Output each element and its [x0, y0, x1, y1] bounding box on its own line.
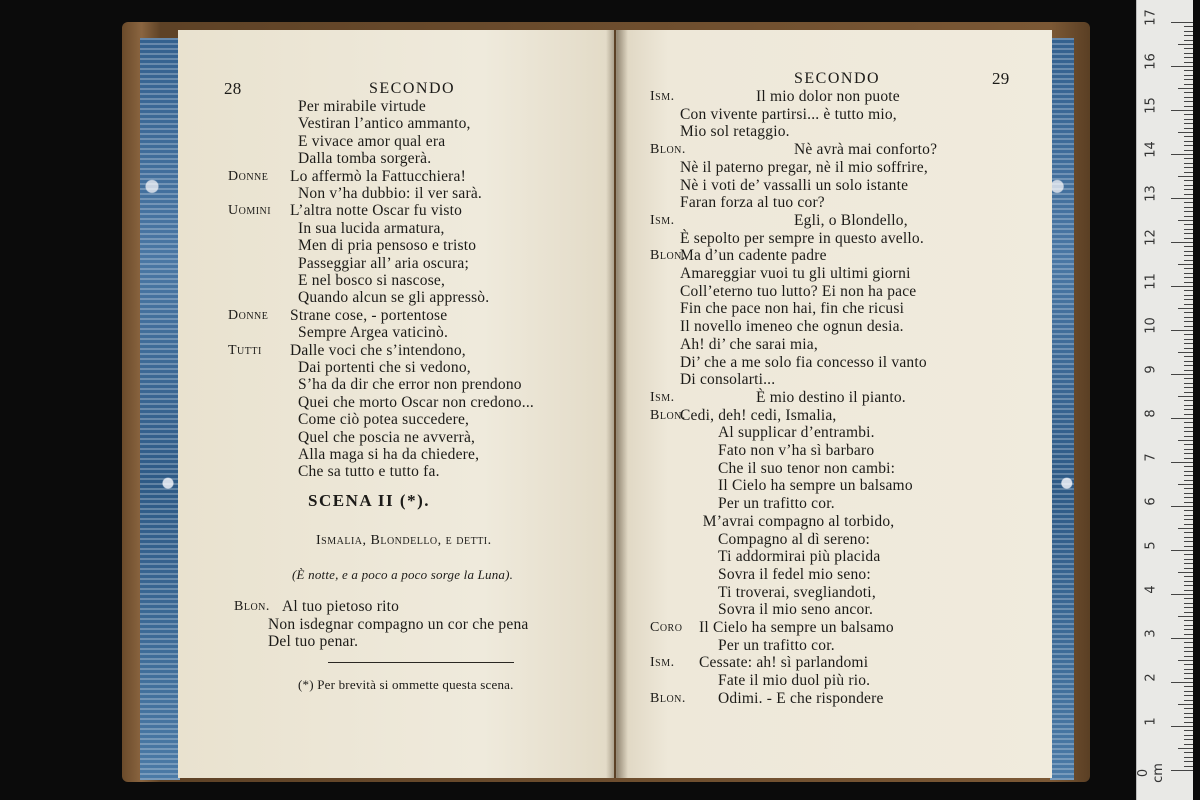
ruler-tick [1171, 682, 1193, 683]
ruler-tick [1184, 647, 1193, 648]
ruler-tick [1184, 427, 1193, 428]
ruler-tick [1184, 123, 1193, 124]
ruler-label: 13 [1143, 185, 1159, 202]
ruler-tick [1184, 141, 1193, 142]
ruler-tick [1184, 128, 1193, 129]
ruler-label: 2 [1143, 673, 1159, 682]
right-marbled-edge [1050, 38, 1074, 780]
verse-line: Cedi, deh! cedi, Ismalia, [680, 406, 837, 424]
speaker-label: Ism. [650, 212, 675, 228]
speaker-label: Donne [228, 168, 269, 184]
ruler-tick [1184, 559, 1193, 560]
ruler-tick [1171, 22, 1193, 23]
ruler-tick [1184, 642, 1193, 643]
ruler-tick [1184, 686, 1193, 687]
ruler-tick [1184, 35, 1193, 36]
ruler-tick [1171, 770, 1193, 771]
ruler-tick [1184, 708, 1193, 709]
verse-line: Per un trafitto cor. [718, 636, 835, 654]
ruler-tick [1178, 704, 1193, 705]
verse-line: In sua lucida armatura, [298, 219, 445, 237]
ruler-tick [1184, 224, 1193, 225]
ruler-tick [1178, 748, 1193, 749]
speaker-label: Ism. [650, 655, 675, 671]
ruler-label: 6 [1143, 497, 1159, 506]
ruler-label: 0 cm [1136, 763, 1166, 783]
ruler-label: 16 [1143, 53, 1159, 70]
ruler-tick [1184, 167, 1193, 168]
ruler-tick [1184, 185, 1193, 186]
ruler-tick [1184, 229, 1193, 230]
ruler-tick [1184, 576, 1193, 577]
ruler-tick [1184, 409, 1193, 410]
ruler-tick [1184, 317, 1193, 318]
footnote-rule [328, 662, 514, 663]
ruler-tick [1184, 246, 1193, 247]
right-page [616, 30, 1052, 778]
ruler-tick [1184, 449, 1193, 450]
ruler-tick [1184, 295, 1193, 296]
ruler-tick [1184, 669, 1193, 670]
verse-line: Dalle voci che s’intendono, [290, 341, 466, 359]
ruler-tick [1184, 598, 1193, 599]
ruler-tick [1184, 581, 1193, 582]
ruler-label: 8 [1143, 409, 1159, 418]
ruler-tick [1171, 462, 1193, 463]
verse-line: Il mio dolor non puote [756, 88, 900, 105]
ruler-tick [1184, 326, 1193, 327]
speaker-label: Blon. [650, 142, 686, 158]
ruler-tick [1171, 286, 1193, 287]
ruler-tick [1184, 106, 1193, 107]
ruler-tick [1184, 502, 1193, 503]
ruler-tick [1171, 242, 1193, 243]
ruler-tick [1184, 431, 1193, 432]
ruler-tick [1184, 312, 1193, 313]
ruler-tick [1184, 339, 1193, 340]
ruler-tick [1178, 660, 1193, 661]
ruler-tick [1171, 594, 1193, 595]
ruler-tick [1184, 48, 1193, 49]
verse-line: S’ha da dir che error non prendono [298, 376, 522, 394]
ruler-tick [1184, 97, 1193, 98]
ruler-tick [1184, 260, 1193, 261]
verse-line: Compagno al dì sereno: [718, 530, 871, 548]
ruler-tick [1178, 308, 1193, 309]
ruler-tick [1184, 475, 1193, 476]
ruler-label: 7 [1143, 453, 1159, 462]
ruler-tick [1171, 638, 1193, 639]
ruler-tick [1184, 466, 1193, 467]
ruler-tick [1178, 220, 1193, 221]
ruler-tick [1184, 480, 1193, 481]
ruler-tick [1184, 620, 1193, 621]
ruler-tick [1184, 546, 1193, 547]
ruler-tick [1184, 515, 1193, 516]
ruler-label: 3 [1143, 629, 1159, 638]
ruler-label: 17 [1143, 9, 1159, 26]
character-list: Ismalia, Blondello, e detti. [316, 533, 492, 548]
verse-line: Coll’eterno tuo lutto? Ei non ha pace [680, 282, 917, 300]
ruler-tick [1184, 471, 1193, 472]
ruler-tick [1184, 713, 1193, 714]
ruler-tick [1184, 150, 1193, 151]
ruler-tick [1171, 506, 1193, 507]
ruler-tick [1184, 321, 1193, 322]
page-number: 28 [224, 79, 242, 98]
ruler-tick [1184, 519, 1193, 520]
verse-line: Ti addormirai più placida [718, 548, 881, 566]
ruler-tick [1184, 40, 1193, 41]
verse-line: È sepolto per sempre in questo avello. [680, 229, 924, 247]
verse-line: Al supplicar d’entrambi. [718, 424, 875, 442]
ruler-tick [1178, 176, 1193, 177]
ruler-tick [1184, 493, 1193, 494]
verse-line: Al tuo pietoso rito [282, 598, 400, 615]
ruler-tick [1184, 145, 1193, 146]
ruler-tick [1184, 383, 1193, 384]
verse-line: È mio destino il pianto. [756, 388, 906, 406]
ruler-tick [1171, 418, 1193, 419]
verse-line: Nè i voti de’ vassalli un solo istante [680, 176, 909, 194]
ruler-tick [1184, 392, 1193, 393]
ruler-label: 9 [1143, 365, 1159, 374]
ruler-tick [1184, 541, 1193, 542]
scene-heading: SCENA II (*). [308, 491, 430, 510]
ruler-tick [1184, 31, 1193, 32]
ruler-tick [1184, 211, 1193, 212]
ruler-tick [1184, 691, 1193, 692]
ruler-label: 15 [1143, 97, 1159, 114]
ruler-tick [1184, 202, 1193, 203]
speaker-label: Blon. [650, 690, 686, 706]
ruler-tick [1184, 744, 1193, 745]
verse-line: Cessate: ah! sì parlandomi [699, 654, 869, 672]
ruler-tick [1178, 396, 1193, 397]
ruler-tick [1184, 268, 1193, 269]
ruler-tick [1178, 352, 1193, 353]
verse-line: Non v’ha dubbio: il ver sarà. [298, 185, 483, 202]
verse-line: Il Cielo ha sempre un balsamo [718, 477, 913, 495]
verse-line: Alla maga si ha da chiedere, [298, 446, 480, 463]
ruler-tick [1171, 66, 1193, 67]
verse-line: Del tuo penar. [268, 633, 359, 650]
ruler-tick [1184, 62, 1193, 63]
ruler-tick [1184, 537, 1193, 538]
verse-line: Passeggiar all’ aria oscura; [298, 254, 470, 272]
ruler-tick [1171, 330, 1193, 331]
ruler-tick [1184, 735, 1193, 736]
verse-line: Nè avrà mai conforto? [794, 141, 938, 159]
ruler-tick [1184, 356, 1193, 357]
measuring-ruler [1136, 0, 1193, 800]
ruler-tick [1184, 436, 1193, 437]
ruler-tick [1171, 198, 1193, 199]
verse-line: Quei che morto Oscar non credono... [298, 393, 534, 411]
ruler-tick [1184, 612, 1193, 613]
page-number: 29 [992, 69, 1010, 88]
ruler-label: 14 [1143, 141, 1159, 158]
ruler-tick [1184, 233, 1193, 234]
ruler-tick [1184, 695, 1193, 696]
ruler-tick [1184, 92, 1193, 93]
ruler-tick [1171, 154, 1193, 155]
ruler-tick [1184, 282, 1193, 283]
ruler-tick [1184, 57, 1193, 58]
verse-line: Egli, o Blondello, [794, 211, 908, 229]
ruler-tick [1184, 194, 1193, 195]
ruler-tick [1184, 277, 1193, 278]
speaker-label: Tutti [228, 342, 262, 358]
ruler-tick [1184, 387, 1193, 388]
verse-line: Il novello imeneo che ognun desia. [680, 318, 904, 336]
ruler-tick [1178, 616, 1193, 617]
verse-line: Sovra il fedel mio seno: [718, 565, 871, 583]
ruler-tick [1184, 400, 1193, 401]
ruler-tick [1184, 378, 1193, 379]
verse-line: Fin che pace non hai, fin che ricusi [680, 300, 905, 318]
ruler-tick [1178, 132, 1193, 133]
verse-line: Fato non v’ha sì barbaro [718, 442, 875, 459]
ruler-tick [1184, 453, 1193, 454]
speaker-label: Ism. [650, 389, 675, 405]
ruler-tick [1184, 163, 1193, 164]
verse-line: Che sa tutto e tutto fa. [298, 463, 440, 481]
ruler-tick [1171, 726, 1193, 727]
ruler-tick [1184, 524, 1193, 525]
ruler-tick [1184, 603, 1193, 604]
verse-line: Non isdegnar compagno un cor che pena [268, 615, 529, 633]
ruler-tick [1184, 207, 1193, 208]
ruler-label: 1 [1143, 717, 1159, 726]
ruler-tick [1184, 255, 1193, 256]
ruler-tick [1184, 334, 1193, 335]
ruler-label: 4 [1143, 585, 1159, 594]
ruler-tick [1184, 568, 1193, 569]
speaker-label: Donne [228, 307, 269, 323]
ruler-tick [1184, 752, 1193, 753]
verse-line: Mio sol retaggio. [680, 123, 790, 141]
ruler-tick [1184, 136, 1193, 137]
ruler-tick [1171, 550, 1193, 551]
ruler-tick [1184, 739, 1193, 740]
left-marbled-edge [140, 38, 180, 780]
ruler-tick [1178, 264, 1193, 265]
verse-line: Sempre Argea vaticinò. [298, 324, 449, 342]
book-gutter [606, 30, 628, 778]
verse-line: Con vivente partirsi... è tutto mio, [680, 105, 897, 123]
ruler-tick [1184, 343, 1193, 344]
verse-line: Nè il paterno pregar, nè il mio soffrire, [680, 158, 928, 176]
verse-line: L’altra notte Oscar fu visto [290, 202, 463, 220]
ruler-tick [1184, 656, 1193, 657]
verse-line: Ma d’un cadente padre [680, 247, 827, 265]
ruler-tick [1184, 757, 1193, 758]
verse-line: Men di pria pensoso e tristo [298, 237, 477, 255]
ruler-tick [1184, 488, 1193, 489]
ruler-tick [1184, 84, 1193, 85]
speaker-label: Blon. [234, 599, 270, 614]
ruler-tick [1184, 101, 1193, 102]
ruler-tick [1184, 414, 1193, 415]
ruler-tick [1178, 572, 1193, 573]
ruler-tick [1178, 528, 1193, 529]
ruler-tick [1184, 717, 1193, 718]
verse-line: Fate il mio duol più rio. [718, 672, 871, 690]
running-head: SECONDO [369, 80, 456, 97]
ruler-tick [1184, 70, 1193, 71]
ruler-tick [1184, 53, 1193, 54]
verse-line: Quel che poscia ne avverrà, [298, 428, 476, 446]
ruler-tick [1184, 563, 1193, 564]
ruler-tick [1184, 251, 1193, 252]
speaker-label: Uomini [228, 203, 272, 219]
ruler-tick [1184, 766, 1193, 767]
ruler-tick [1184, 361, 1193, 362]
verse-line: Il Cielo ha sempre un balsamo [699, 619, 894, 636]
footnote: (*) Per brevità si ommette questa scena. [298, 677, 514, 692]
ruler-tick [1184, 299, 1193, 300]
ruler-tick [1184, 365, 1193, 366]
ruler-tick [1184, 273, 1193, 274]
ruler-tick [1184, 370, 1193, 371]
ruler-tick [1184, 180, 1193, 181]
ruler-tick [1184, 444, 1193, 445]
verse-line: Odimi. - E che rispondere [718, 689, 884, 707]
ruler-label: 12 [1143, 229, 1159, 246]
ruler-tick [1184, 75, 1193, 76]
ruler-tick [1184, 422, 1193, 423]
ruler-label: 10 [1143, 317, 1159, 334]
ruler-tick [1184, 290, 1193, 291]
speaker-label: Blon. [650, 407, 686, 423]
ruler-label: 11 [1143, 273, 1159, 290]
ruler-tick [1184, 730, 1193, 731]
ruler-tick [1184, 172, 1193, 173]
ruler-tick [1184, 304, 1193, 305]
ruler-tick [1184, 700, 1193, 701]
verse-line: Dai portenti che si vedono, [298, 359, 471, 376]
left-page [178, 30, 614, 778]
ruler-tick [1184, 510, 1193, 511]
ruler-tick [1184, 26, 1193, 27]
ruler-tick [1184, 651, 1193, 652]
verse-line: Che il suo tenor non cambi: [718, 459, 896, 477]
verse-line: Dalla tomba sorgerà. [298, 150, 432, 168]
verse-line: Vestiran l’antico ammanto, [298, 115, 471, 133]
verse-line: Per mirabile virtude [298, 98, 426, 115]
ruler-tick [1184, 405, 1193, 406]
ruler-tick [1184, 238, 1193, 239]
ruler-tick [1184, 189, 1193, 190]
speaker-label: Blon. [650, 248, 686, 264]
ruler-tick [1184, 458, 1193, 459]
ruler-tick [1184, 497, 1193, 498]
speaker-label: Coro [650, 620, 683, 635]
verse-line: Sovra il mio seno ancor. [718, 601, 874, 619]
ruler-tick [1184, 625, 1193, 626]
ruler-tick [1184, 607, 1193, 608]
ruler-tick [1184, 532, 1193, 533]
verse-line: Lo affermò la Fattucchiera! [290, 167, 466, 185]
stage-direction: (È notte, e a poco a poco sorge la Luna). [292, 567, 514, 582]
ruler-tick [1184, 554, 1193, 555]
verse-line: Di consolarti... [680, 371, 776, 389]
verse-line: Ti troverai, svegliandoti, [718, 583, 876, 601]
verse-line: Strane cose, - portentose [290, 306, 448, 324]
verse-line: Di’ che a me solo fia concesso il vanto [680, 353, 927, 371]
running-head: SECONDO [794, 70, 881, 87]
verse-line: E vivace amor qual era [298, 132, 446, 150]
ruler-tick [1178, 88, 1193, 89]
verse-line: Per un trafitto cor. [718, 495, 835, 513]
verse-line: Quando alcun se gli appressò. [298, 289, 490, 307]
verse-line: Ah! di’ che sarai mia, [680, 335, 818, 353]
speaker-label: Ism. [650, 89, 675, 104]
verse-line: Faran forza al tuo cor? [680, 194, 825, 212]
ruler-tick [1184, 590, 1193, 591]
ruler-tick [1184, 348, 1193, 349]
ruler-tick [1184, 664, 1193, 665]
ruler-tick [1184, 158, 1193, 159]
ruler-tick [1178, 440, 1193, 441]
ruler-tick [1178, 484, 1193, 485]
ruler-label: 5 [1143, 541, 1159, 550]
ruler-tick [1184, 678, 1193, 679]
ruler-tick [1184, 216, 1193, 217]
verse-line: Come ciò potea succedere, [298, 411, 470, 429]
ruler-tick [1184, 629, 1193, 630]
ruler-tick [1184, 673, 1193, 674]
ruler-tick [1184, 585, 1193, 586]
ruler-tick [1184, 722, 1193, 723]
ruler-tick [1178, 44, 1193, 45]
verse-line: E nel bosco si nascose, [298, 272, 446, 289]
ruler-tick [1184, 761, 1193, 762]
ruler-tick [1184, 114, 1193, 115]
verse-line: M’avrai compagno al torbido, [702, 512, 895, 530]
ruler-tick [1184, 119, 1193, 120]
verse-line: Amareggiar vuoi tu gli ultimi giorni [680, 265, 911, 282]
ruler-tick [1171, 374, 1193, 375]
ruler-tick [1184, 79, 1193, 80]
ruler-tick [1171, 110, 1193, 111]
ruler-tick [1184, 634, 1193, 635]
